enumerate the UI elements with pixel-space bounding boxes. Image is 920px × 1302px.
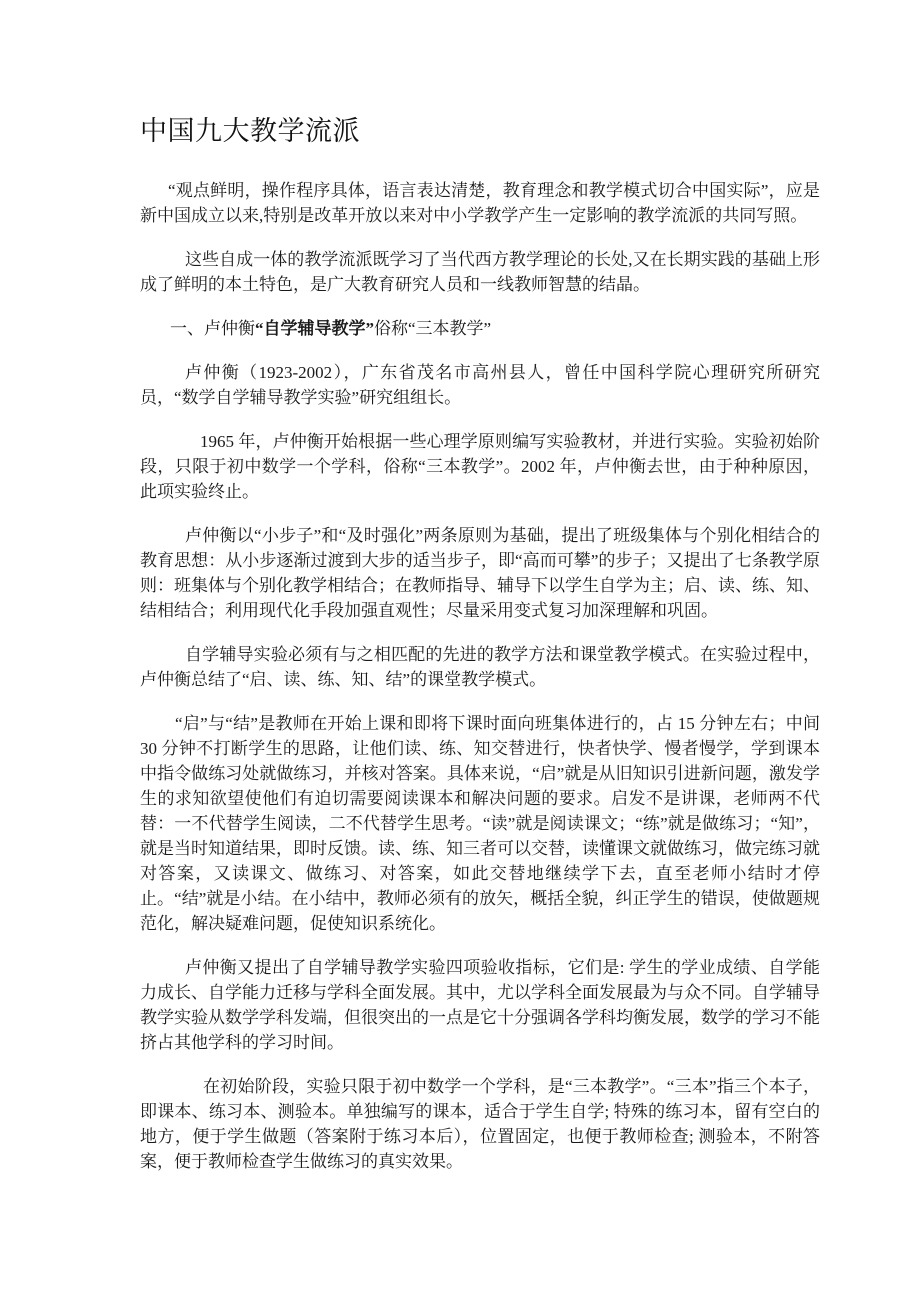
section-heading-emphasis: “自学辅导教学” [255, 319, 374, 338]
paragraph-principles: 卢仲衡以“小步子”和“及时强化”两条原则为基础，提出了班级集体与个别化相结合的教育思想：从小步逐渐过渡到大步的适当步子，即“高而可攀”的步子；又提出了七条教学原则：班集体与个别化教学相结合；在教师指导、辅导下以学生自学为主；启、读、练、知、结相结合；利用现代化手段加强直观性；尽量采用变式复习加深理解和巩固。 [140, 526, 820, 620]
section-heading-prefix: 一、卢仲衡 [170, 319, 255, 338]
section-heading-suffix: 俗称“三本教学” [374, 319, 492, 338]
paragraph-model: 自学辅导实验必须有与之相匹配的先进的教学方法和课堂教学模式。在实验过程中，卢仲衡总结了“启、读、练、知、结”的课堂教学模式。 [140, 645, 820, 689]
section-heading [140, 316, 820, 341]
paragraph-bio: 卢仲衡（1923-2002），广东省茂名市高州县人，曾任中国科学院心理研究所研究员，“数学自学辅导教学实验”研究组组长。 [140, 363, 820, 407]
paragraph-intro-2: 这些自成一体的教学流派既学习了当代西方教学理论的长处,又在长期实践的基础上形成了鲜明的本土特色，是广大教育研究人员和一线教师智慧的结晶。 [140, 250, 820, 294]
page-title: 中国九大教学流派 [140, 116, 360, 146]
paragraph-indicators: 卢仲衡又提出了自学辅导教学实验四项验收指标，它们是: 学生的学业成绩、自学能力成长、自学能力迁移与学科全面发展。其中，尤以学科全面发展最为与众不同。自学辅导教学实验从数学学科发端，但很突出的一点是它十分强调各学科均衡发展，数学的学习不能挤占其他学科的学习时间。 [140, 958, 820, 1052]
paragraph-classroom-process: “启”与“结”是教师在开始上课和即将下课时面向班集体进行的，占 15 分钟左右；中间 30 分钟不打断学生的思路，让他们读、练、知交替进行，快者快学、慢者慢学，学到课本中指令做练习处就做练习，并核对答案。具体来说，“启”就是从旧知识引进新问题，激发学生的求知欲望使他们有迫切需要阅读课本和解决问题的要求。启发不是讲课，老师两不代替：一不代替学生阅读，二不代替学生思考。“读”就是阅读课文；“练”就是做练习；“知”，就是当时知道结果，即时反馈。读、练、知三者可以交替，读懂课文就做练习，做完练习就对答案，又读课文、做练习、对答案，如此交替地继续学下去，直至老师小结时才停止。“结”就是小结。在小结中，教师必须有的放矢，概括全貌，纠正学生的错误，使做题规范化，解决疑难问题，促使知识系统化。 [140, 714, 820, 933]
paragraph-history: 1965 年，卢仲衡开始根据一些心理学原则编写实验教材，并进行实验。实验初始阶段，只限于初中数学一个学科，俗称“三本教学”。2002 年，卢仲衡去世，由于种种原因，此项实验终止。 [140, 432, 820, 501]
paragraph-intro-1: “观点鲜明，操作程序具体，语言表达清楚，教育理念和教学模式切合中国实际”，应是新中国成立以来,特别是改革开放以来对中小学教学产生一定影响的教学流派的共同写照。 [140, 181, 820, 225]
paragraph-three-books: 在初始阶段，实验只限于初中数学一个学科，是“三本教学”。“三本”指三个本子，即课本、练习本、测验本。单独编写的课本，适合于学生自学; 特殊的练习本，留有空白的地方，便于学生做题（答案附于练习本后），位置固定，也便于教师检查; 测验本，不附答案，便于教师检查学生做练习的真实效果。 [140, 1077, 820, 1171]
